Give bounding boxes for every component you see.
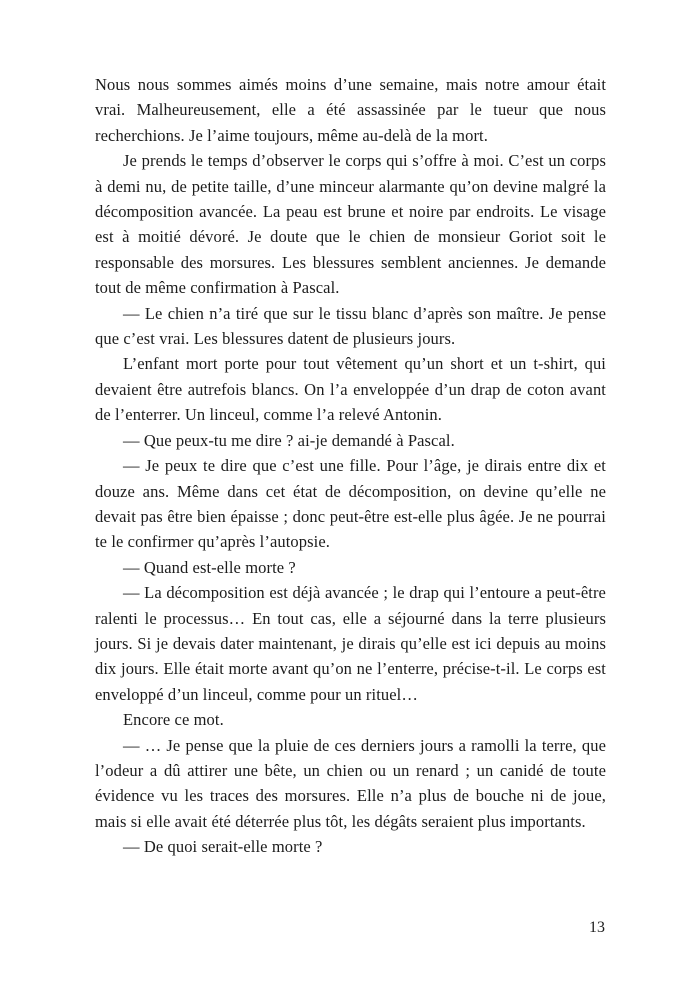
dialogue-paragraph: — La décomposition est déjà avancée ; le drap qui l’entoure a peut-être ralenti le processus… En tout cas, elle a séjourné dans la terre plusieurs jours. Si je devais dater maintenant, je dirais qu’elle est ici depuis au moins dix jours. Elle était morte avant qu’on ne l’enterre, précise-t-il. Le corps est enveloppé d’un linceul, comme pour un rituel… <box>95 583 606 704</box>
dialogue-paragraph: — … Je pense que la pluie de ces derniers jours a ramolli la terre, que l’odeur a dû attirer une bête, un chien ou un renard ; un canidé de toute évidence vu les traces des morsures. Elle n’a plus de bouche ni de joue, mais si elle avait été déterrée plus tôt, les dégâts seraient plus importants. <box>95 735 606 831</box>
dialogue-paragraph: — Je peux te dire que c’est une fille. Pour l’âge, je dirais entre dix et douze ans. Même dans cet état de décomposition, on devine qu’elle ne devait pas être bien épaisse ; donc peut-être est-elle plus âgée. Je ne pourrai te le confirmer qu’après l’autopsie. <box>95 456 606 552</box>
dialogue-paragraph: — De quoi serait-elle morte ? <box>123 837 323 857</box>
dialogue-paragraph: — Que peux-tu me dire ? ai-je demandé à Pascal. <box>123 430 455 450</box>
page-text <box>95 72 606 860</box>
page-number: 13 <box>589 919 605 936</box>
paragraph: L’enfant mort porte pour tout vêtement qu’un short et un t-shirt, qui devaient être autrefois blancs. On l’a enveloppée d’un drap de coton avant de l’enterrer. Un linceul, comme l’a relevé Antonin. <box>95 354 606 425</box>
paragraph: Je prends le temps d’observer le corps qui s’offre à moi. C’est un corps à demi nu, de petite taille, d’une minceur alarmante qu’on devine malgré la décomposition avancée. La peau est brune et noire par endroits. Le visage est à moitié dévoré. Je doute que le chien de monsieur Goriot soit le responsable des morsures. Les blessures semblent anciennes. Je demande tout de même confirmation à Pascal. <box>95 151 606 298</box>
dialogue-paragraph: — Le chien n’a tiré que sur le tissu blanc d’après son maître. Je pense que c’est vrai. Les blessures datent de plusieurs jours. <box>95 303 606 349</box>
paragraph: Nous nous sommes aimés moins d’une semaine, mais notre amour était vrai. Malheureusement, elle a été assassinée par le tueur que nous recherchions. Je l’aime toujours, même au-delà de la mort. <box>95 75 606 145</box>
dialogue-paragraph: — Quand est-elle morte ? <box>123 557 296 577</box>
paragraph: Encore ce mot. <box>123 710 224 730</box>
